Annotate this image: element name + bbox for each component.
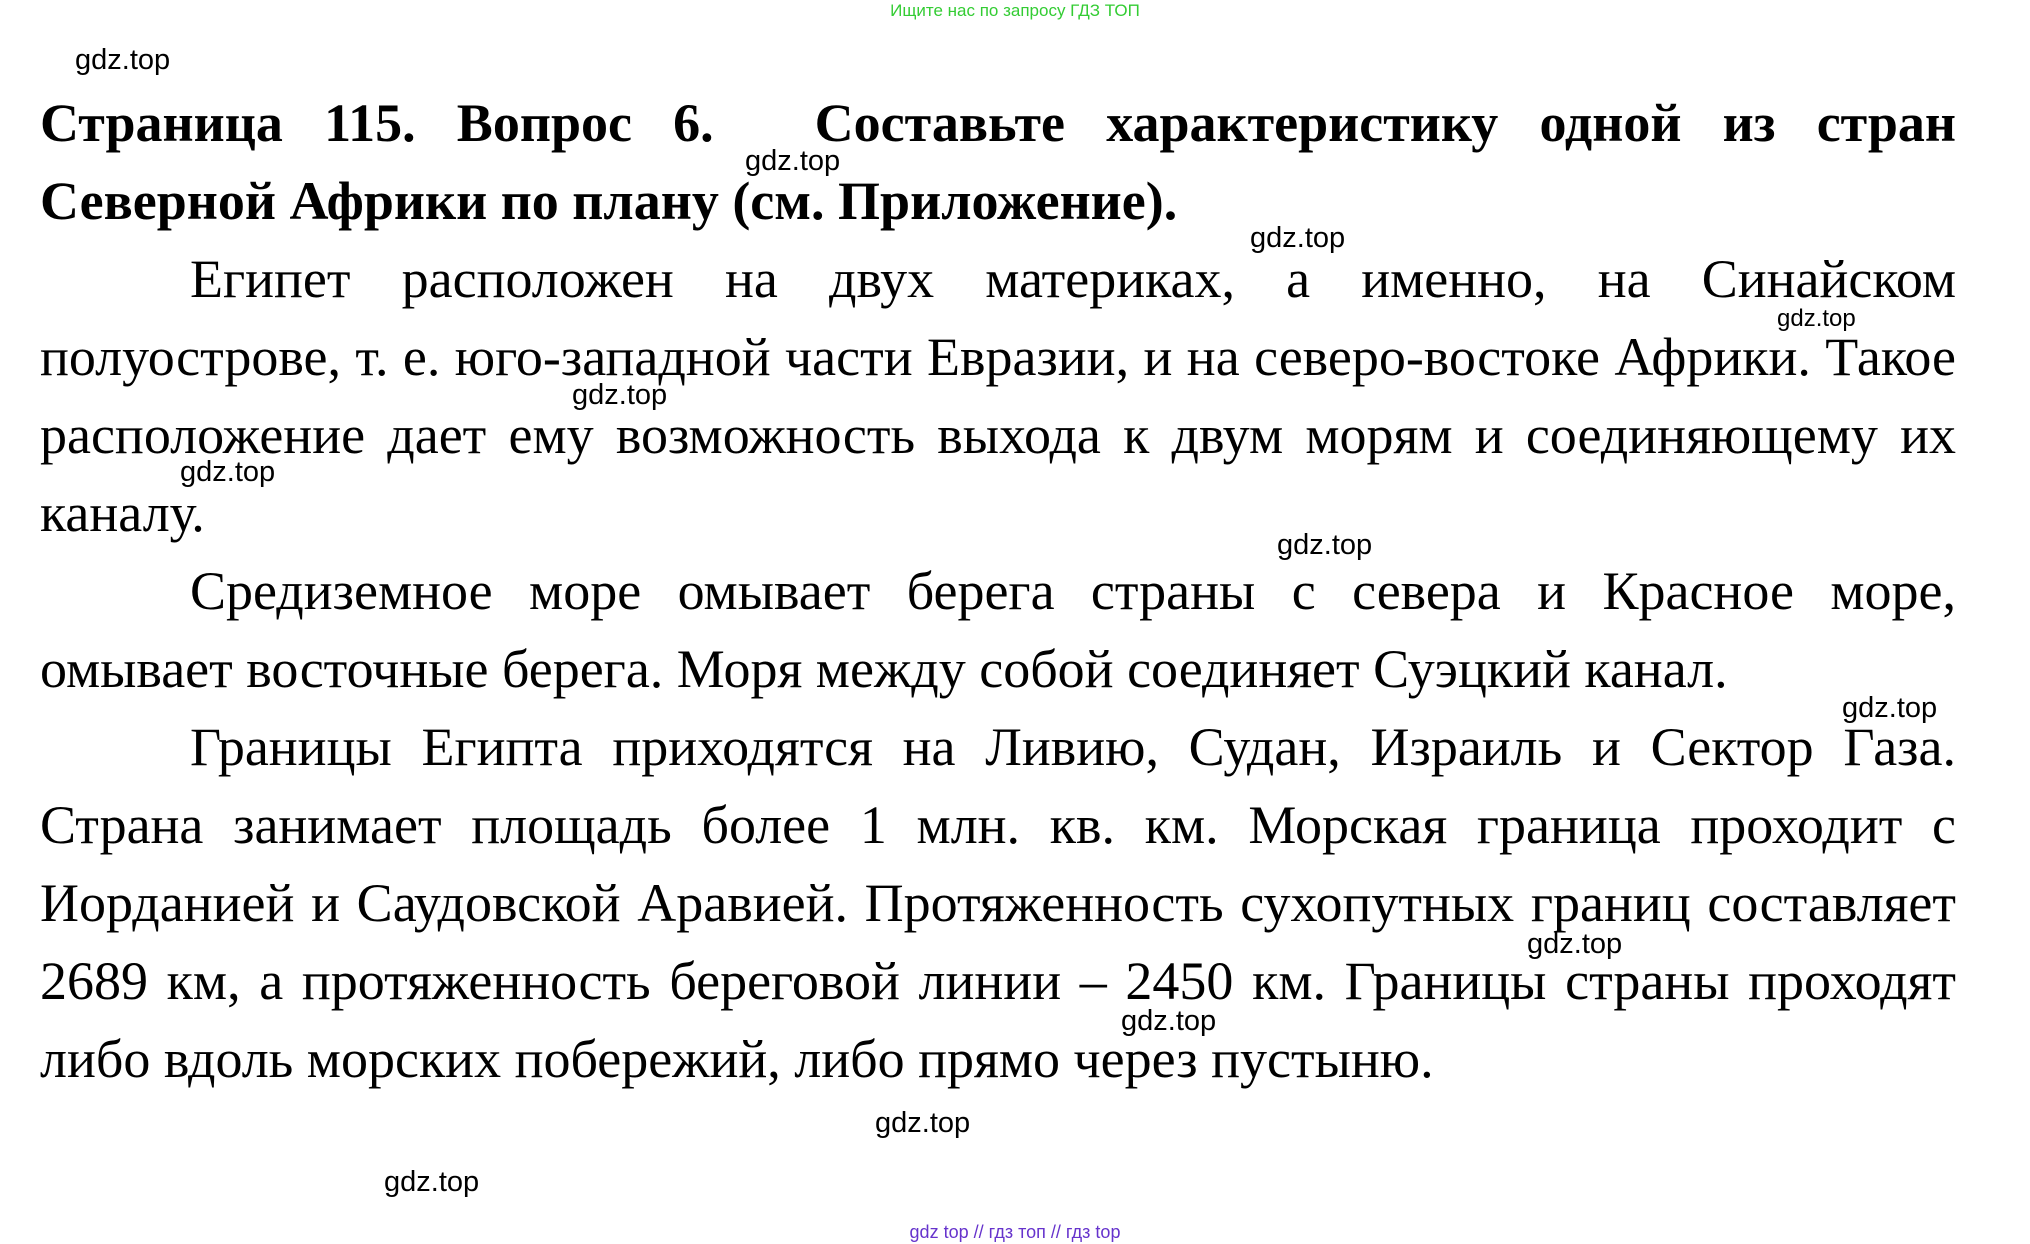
watermark: gdz.top [745,145,841,177]
footer-links: gdz top // гдз топ // гдз top [909,1222,1121,1242]
paragraph-borders: Границы Египта приходятся на Ливию, Судан, Израиль и Сектор Газа. Страна занимает площадь более 1 млн. кв. км. Морская граница проходит с Иорданией и Саудовской Аравией. Протяженность сухопутных границ составляет 2689 км, а протяженность береговой линии – 2450 км. Границы страны проходят либо вдоль морских побережий, либо прямо через пустыню. [40,717,1956,1089]
watermark: gdz.top [180,456,276,488]
watermark: gdz.top [1527,928,1623,960]
question-heading [40,84,1956,240]
task-text: Составьте характеристику одной из стран Северной Африки по плану (см. Приложение). [40,93,1956,231]
watermark: gdz.top [1777,305,1856,332]
watermark: gdz.top [572,379,668,411]
paragraph-location: Египет расположен на двух материках, а именно, на Синайском полуострове, т. е. юго-западной части Евразии, и на северо-востоке Африки. Такое расположение дает ему возможность выхода к двум морям и соединяющему их каналу. [40,249,1956,543]
watermark: gdz.top [1277,529,1373,561]
watermark: gdz.top [384,1166,480,1198]
watermark: gdz.top [1250,222,1346,254]
answer-content [40,84,1956,1098]
page-reference: Страница 115. Вопрос 6. [40,93,714,153]
watermark: gdz.top [1842,692,1938,724]
top-banner: Ищите нас по запросу ГДЗ ТОП [890,1,1140,20]
paragraph-seas: Средиземное море омывает берега страны с севера и Красное море, омывает восточные берега. Моря между собой соединяет Суэцкий канал. [40,561,1956,699]
watermark: gdz.top [1121,1005,1217,1037]
watermark: gdz.top [875,1107,971,1139]
watermark: gdz.top [75,44,171,76]
